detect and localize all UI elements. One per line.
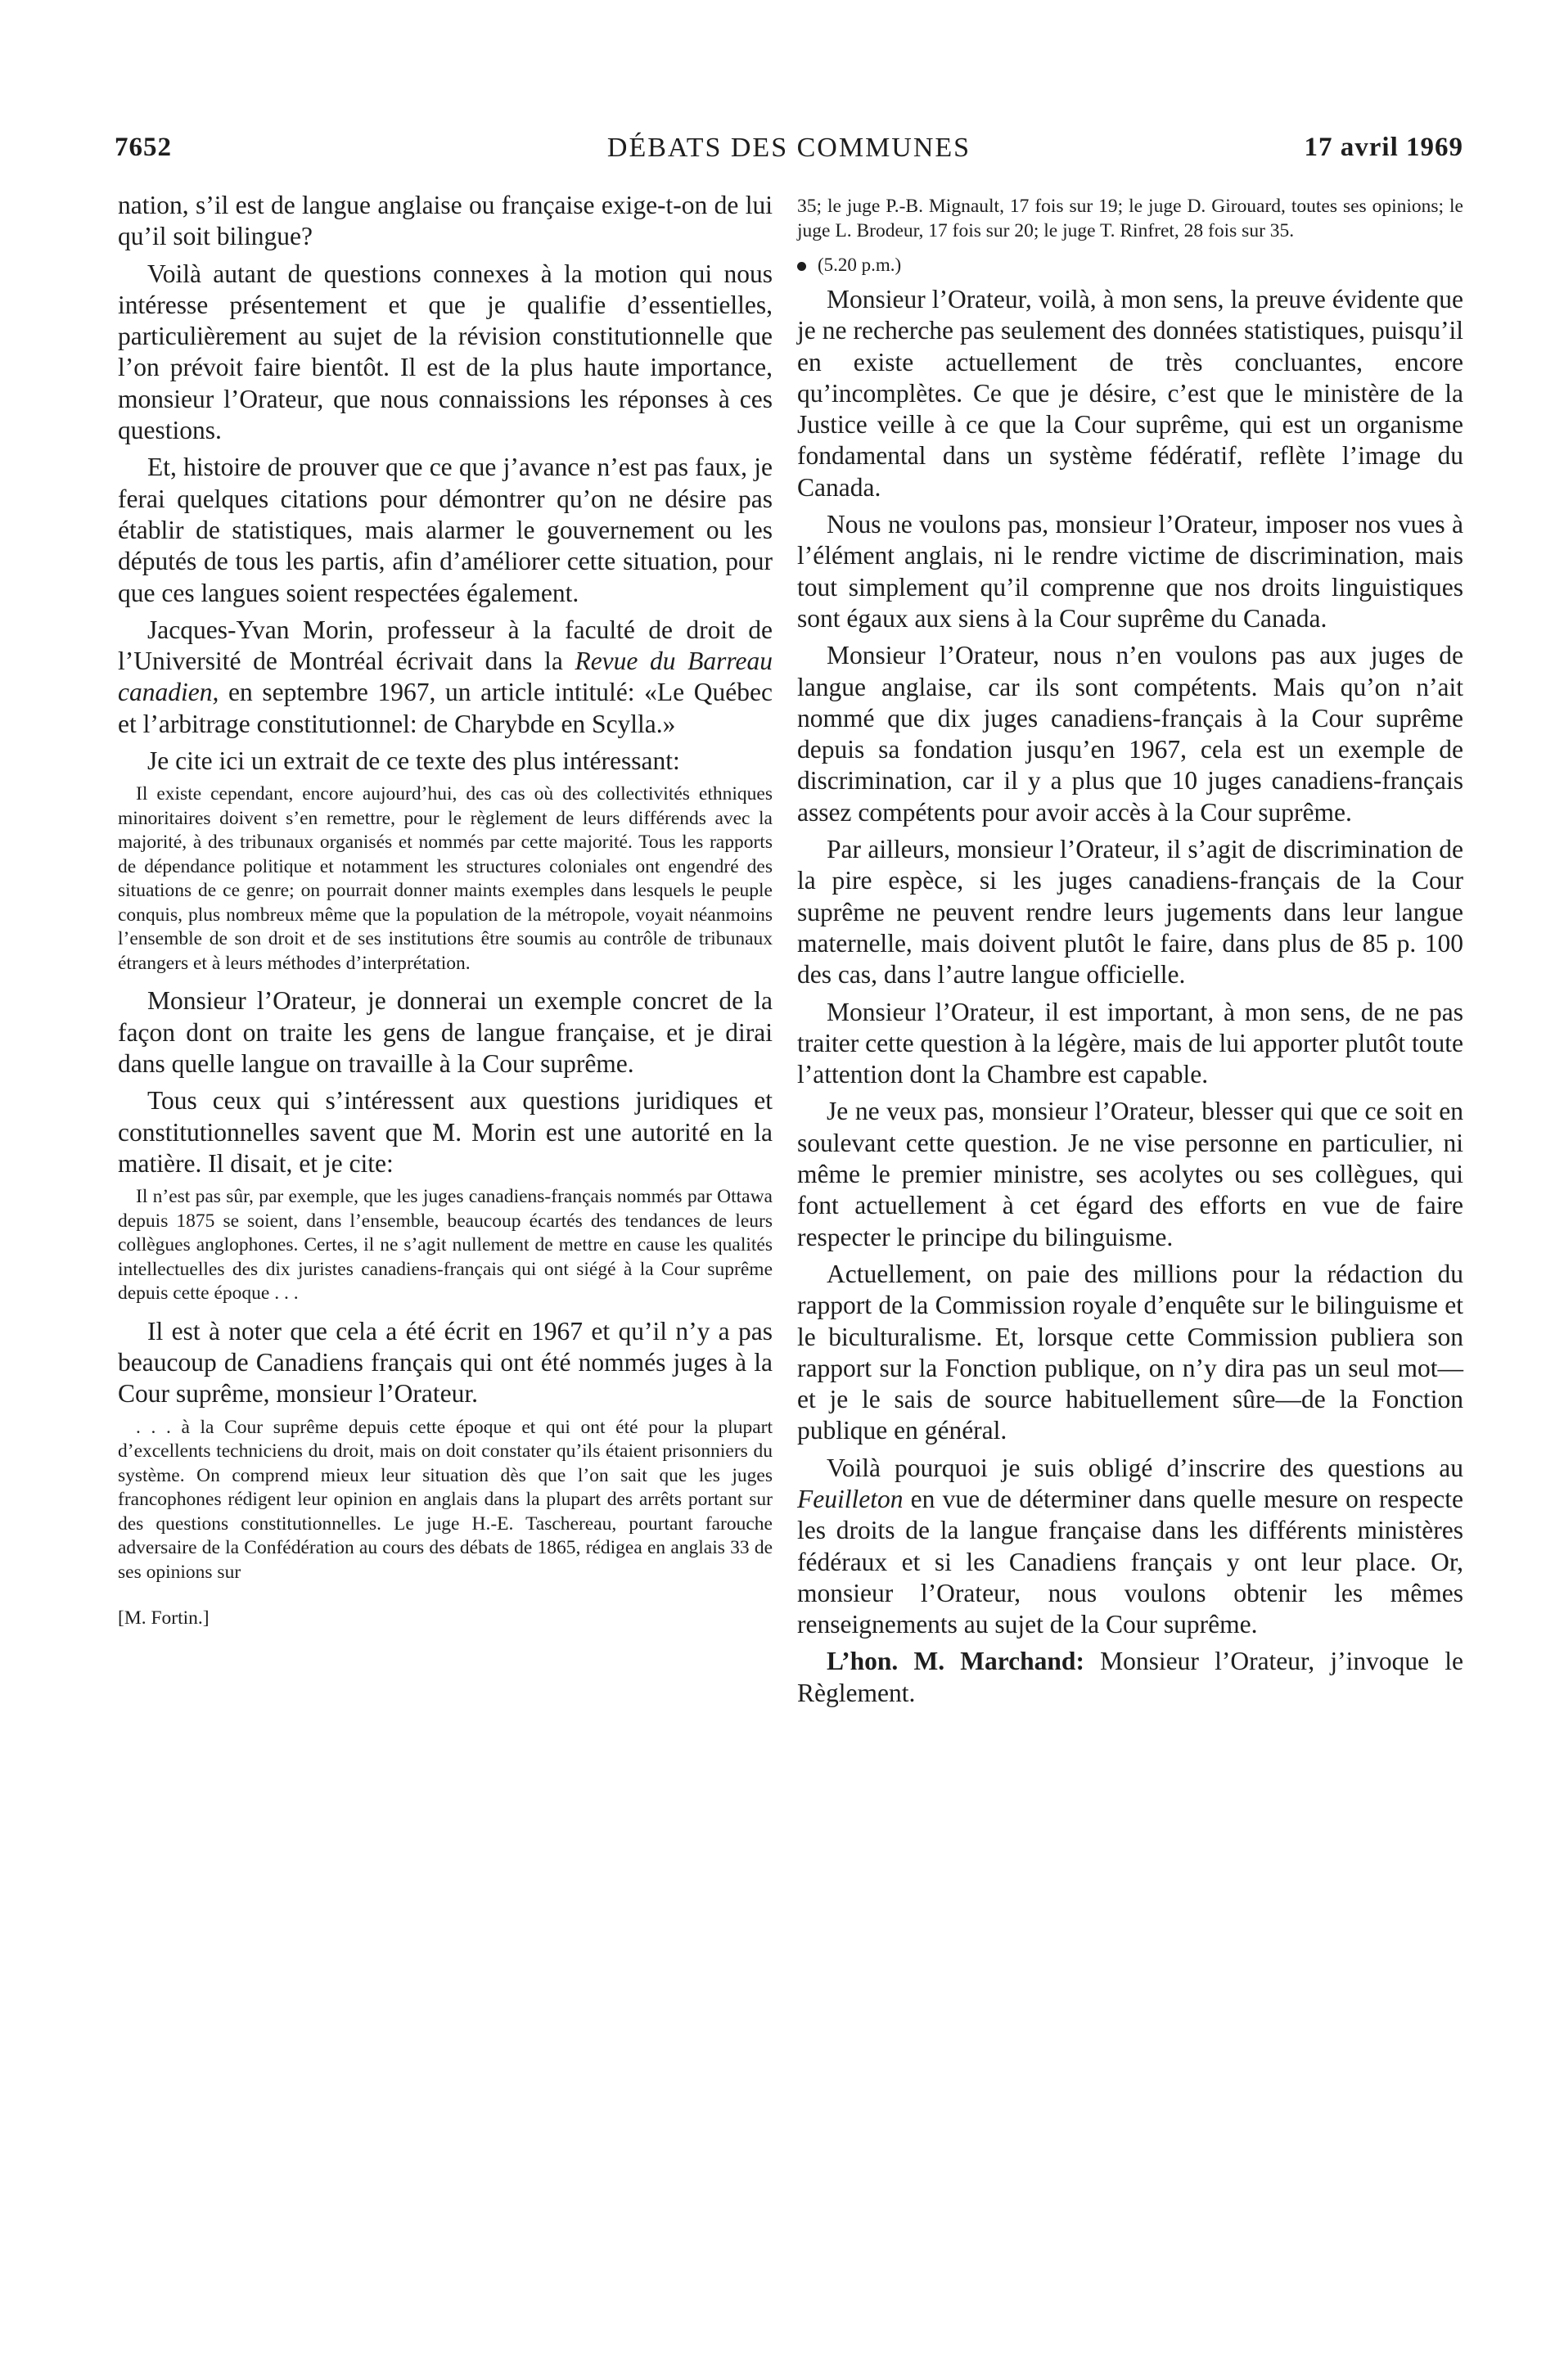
block-quote: Il n’est pas sûr, par exemple, que les juges canadiens-français nommés par Ottawa depuis 1875 se soient, dans l’ensemble, beaucoup écartés des tendances de leurs collègues anglophones. Certes, il ne s’agit nullement de mettre en cause les qualités intellectuelles des dix juristes canadiens-français qui ont siégé à la Cour suprême depuis cette époque . . . [118, 1186, 773, 1305]
timestamp [797, 253, 1463, 277]
issue-date: 17 avril 1969 [1304, 133, 1463, 162]
paragraph: Actuellement, on paie des millions pour la rédaction du rapport de la Commission royale d’enquête sur le bilinguisme et le biculturalisme. Et, lorsque cette Commission publiera son rapport sur la Fonction publique, on n’y dira pas un seul mot—et je le sais de source habituellement sûre—de la Fonction publique en général. [797, 1259, 1463, 1445]
timestamp-text: (5.20 p.m.) [818, 255, 902, 275]
speaker-name: L’hon. M. Marchand: [827, 1647, 1084, 1676]
paragraph: Monsieur l’Orateur, je donnerai un exemple concret de la façon dont on traite les gens de langue française, et je dirai dans quelle langue on travaille à la Cour suprême. [118, 986, 773, 1078]
paragraph: Monsieur l’Orateur, voilà, à mon sens, la preuve évidente que je ne recherche pas seulement des données statistiques, puisqu’il en existe actuellement de très concluantes, encore qu’incomplètes. Ce que je désire, c’est que le ministère de la Justice veille à ce que la Cour suprême, qui est un organisme fondamental dans un système fédératif, reflète l’image du Canada. [797, 285, 1463, 502]
publication-title: DÉBATS DES COMMUNES [606, 133, 971, 163]
text-run: Voilà pourquoi je suis obligé d’inscrire des questions au [827, 1453, 1463, 1482]
paragraph [118, 615, 773, 740]
right-column [797, 190, 1463, 1715]
publication-name: Revue du Barreau canadien, [118, 647, 773, 707]
paragraph: nation, s’il est de langue anglaise ou française exige-t-on de lui qu’il soit bilingue? [118, 191, 773, 251]
paragraph: Monsieur l’Orateur, il est important, à mon sens, de ne pas traiter cette question à la légère, mais de lui apporter plutôt toute l’attention dont la Chambre est capable. [797, 997, 1463, 1089]
paragraph: Tous ceux qui s’intéressent aux questions juridiques et constitutionnelles savent que M. Morin est une autorité en la matière. Il disait, et je cite: [118, 1086, 773, 1178]
page-header [115, 133, 1463, 169]
publication-name: Feuilleton [797, 1484, 904, 1513]
paragraph: Je ne veux pas, monsieur l’Orateur, blesser qui que ce soit en soulevant cette question. Je ne vise personne en particulier, ni même le premier ministre, ses acolytes ou ses collègues, qui font actuellement à cet égard des efforts en vue de faire respecter le principe du bilinguisme. [797, 1097, 1463, 1251]
block-quote: Il existe cependant, encore aujourd’hui, des cas où des collectivités ethniques minoritaires doivent s’en remettre, pour le règlement de leurs différends avec la majorité, à des tribunaux organisés et nommés par cette majorité. Tous les rapports de dépendance politique et notamment les structures coloniales ont engendré des situations de ce genre; on pourrait donner maints exemples dans lesquels le peuple conquis, plus nombreux même que la population de la métropole, voyait néanmoins l’ensemble de son droit et de ses institutions être soumis au contrôle de tribunaux étrangers et à leurs méthodes d’interprétation. [118, 783, 773, 974]
bullet-icon [797, 262, 806, 271]
paragraph: Je cite ici un extrait de ce texte des plus intéressant: [147, 746, 680, 776]
text-run: Jacques-Yvan Morin, professeur à la faculté de droit de l’Université de Montréal écrivait dans la [118, 615, 773, 676]
paragraph [797, 1453, 1463, 1641]
paragraph: Par ailleurs, monsieur l’Orateur, il s’agit de discrimination de la pire espèce, si les juges canadiens-français de la Cour suprême ne peuvent rendre leurs jugements dans leur langue maternelle, mais doivent plutôt le faire, dans plus de 85 p. 100 des cas, dans l’autre langue officielle. [797, 835, 1463, 989]
paragraph [797, 1646, 1463, 1709]
text-run: Monsieur l’Orateur, j’invoque le Règlement. [797, 1647, 1463, 1707]
block-quote: . . . à la Cour suprême depuis cette époque et qui ont été pour la plupart d’excellents techniciens du droit, mais on doit constater qu’ils étaient prisonniers du système. On comprend mieux leur situation dès que l’on sait que les juges francophones rédigent leur opinion en anglais dans la plupart des arrêts portant sur des questions constitutionnelles. Le juge H.-E. Taschereau, pourtant farouche adversaire de la Confédération au cours des débats de 1865, rédigea en anglais 33 de ses opinions sur [118, 1416, 773, 1583]
paragraph: Voilà autant de questions connexes à la motion qui nous intéresse présentement et que je qualifie d’essentielles, particulièrement au sujet de la révision constitutionnelle que l’on prévoit faire bientôt. Il est de la plus haute importance, monsieur l’Orateur, que nous connaissions les réponses à ces questions. [118, 259, 773, 445]
paragraph: Il est à noter que cela a été écrit en 1967 et qu’il n’y a pas beaucoup de Canadiens français qui ont été nommés juges à la Cour suprême, monsieur l’Orateur. [118, 1316, 773, 1409]
page-number: 7652 [115, 133, 172, 162]
text-run: en vue de déterminer dans quelle mesure on respecte les droits de la langue française dans les différents ministères fédéraux et si les Canadiens français y ont leur place. Or, monsieur l’Orateur, nous voulons obtenir les mêmes renseignements au sujet de la Cour suprême. [797, 1484, 1463, 1639]
block-quote: 35; le juge P.-B. Mignault, 17 fois sur 19; le juge D. Girouard, toutes ses opinions; le juge L. Brodeur, 17 fois sur 20; le juge T. Rinfret, 28 fois sur 35. [797, 196, 1463, 241]
text-run: en septembre 1967, un article intitulé: «Le Québec et l’arbitrage constitutionnel: de Charybde en Scylla.» [118, 678, 773, 738]
paragraph: Nous ne voulons pas, monsieur l’Orateur, imposer nos vues à l’élément anglais, ni le rendre victime de discrimination, mais tout simplement qu’il comprenne que nos droits linguistiques sont égaux aux siens à la Cour suprême du Canada. [797, 510, 1463, 633]
speaker-tag: [M. Fortin.] [118, 1607, 210, 1629]
paragraph: Monsieur l’Orateur, nous n’en voulons pas aux juges de langue anglaise, car ils sont compétents. Mais qu’on n’ait nommé que dix juges canadiens-français à la Cour suprême depuis sa fondation jusqu’en 1967, cela est un exemple de discrimination, car il y a plus que 10 juges canadiens-français assez compétents pour avoir accès à la Cour suprême. [797, 641, 1463, 827]
paragraph: Et, histoire de prouver que ce que j’avance n’est pas faux, je ferai quelques citations pour démontrer qu’on ne désire pas établir de statistiques, mais alarmer le gouvernement ou les députés de tous les partis, afin d’améliorer cette situation, pour que ces langues soient respectées également. [118, 453, 773, 607]
left-column [118, 190, 773, 1629]
